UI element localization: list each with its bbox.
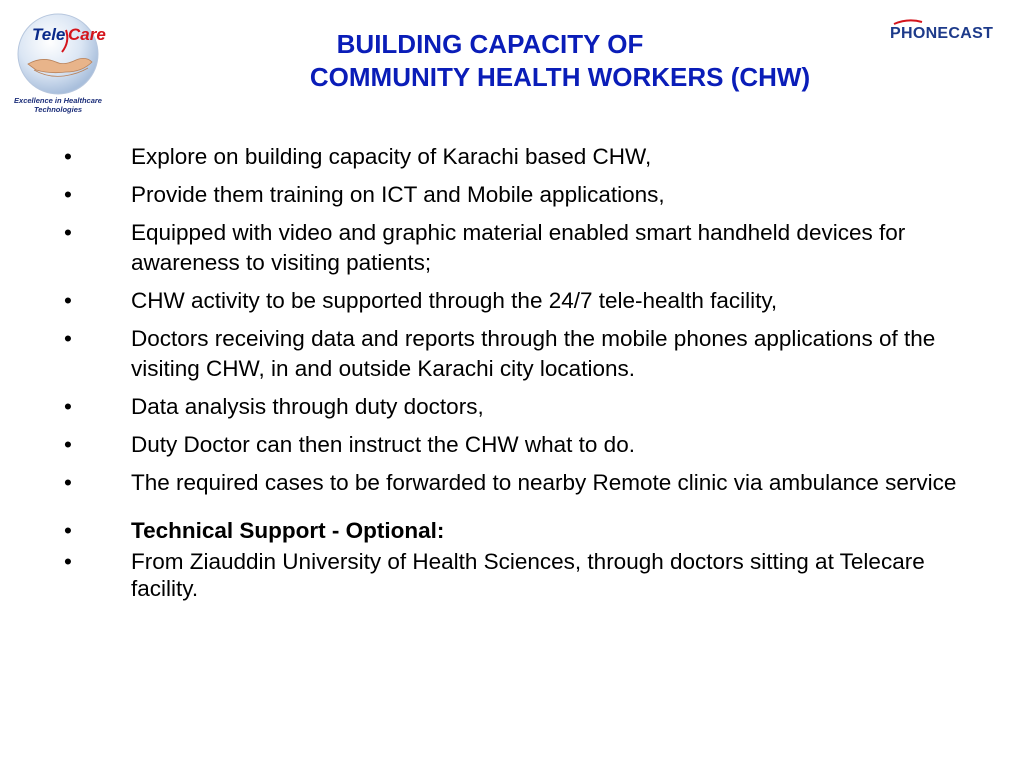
bullet-icon: • (64, 432, 72, 457)
list-item (64, 468, 964, 498)
bullet-text: CHW activity to be supported through the 24/7 tele-health facility, (131, 288, 778, 313)
telecare-care-text: Care (68, 25, 106, 44)
telecare-logo (6, 8, 110, 120)
telecare-tele-text: Tele (32, 25, 66, 44)
bullet-text: Data analysis through duty doctors, (131, 394, 484, 419)
list-item (64, 180, 964, 210)
bullet-icon: • (64, 394, 72, 419)
list-item (64, 430, 964, 460)
bullet-text: From Ziauddin University of Health Sciences, through doctors sitting at Telecare facility. (131, 549, 925, 601)
list-item (64, 286, 964, 316)
bullet-text: Explore on building capacity of Karachi based CHW, (131, 144, 652, 169)
bullet-text: Doctors receiving data and reports through the mobile phones applications of the visiting CHW, in and outside Karachi city locations. (131, 326, 936, 381)
bullet-text: Provide them training on ICT and Mobile applications, (131, 182, 665, 207)
bullet-text: Duty Doctor can then instruct the CHW what to do. (131, 432, 635, 457)
bullet-icon: • (64, 220, 72, 245)
bullet-icon: • (64, 326, 72, 351)
bullet-icon: • (64, 518, 72, 543)
list-item (64, 218, 964, 278)
list-item (64, 142, 964, 172)
list-item (64, 324, 964, 384)
slide-title-line2: COMMUNITY HEALTH WORKERS (CHW) (309, 62, 811, 92)
list-item (64, 548, 964, 602)
list-item (64, 516, 964, 546)
bullet-list (64, 142, 964, 610)
telecare-caption-line2: Technologies (33, 105, 83, 114)
bullet-icon: • (64, 549, 72, 574)
telecare-caption-line1: Excellence in Healthcare (14, 96, 102, 105)
bullet-icon: • (64, 470, 72, 495)
list-item (64, 392, 964, 422)
slide-title (150, 28, 970, 94)
slide-title-line1: BUILDING CAPACITY OF (336, 29, 644, 59)
bullet-text: Equipped with video and graphic material enabled smart handheld devices for awareness to visiting patients; (131, 220, 906, 275)
bullet-text: The required cases to be forwarded to nearby Remote clinic via ambulance service (131, 470, 957, 495)
telecare-caption (6, 96, 110, 114)
bullet-icon: • (64, 182, 72, 207)
bullet-text-heading: Technical Support - Optional: (131, 518, 445, 543)
bullet-icon: • (64, 144, 72, 169)
phonecast-text: PHONECAST (890, 25, 994, 42)
bullet-icon: • (64, 288, 72, 313)
